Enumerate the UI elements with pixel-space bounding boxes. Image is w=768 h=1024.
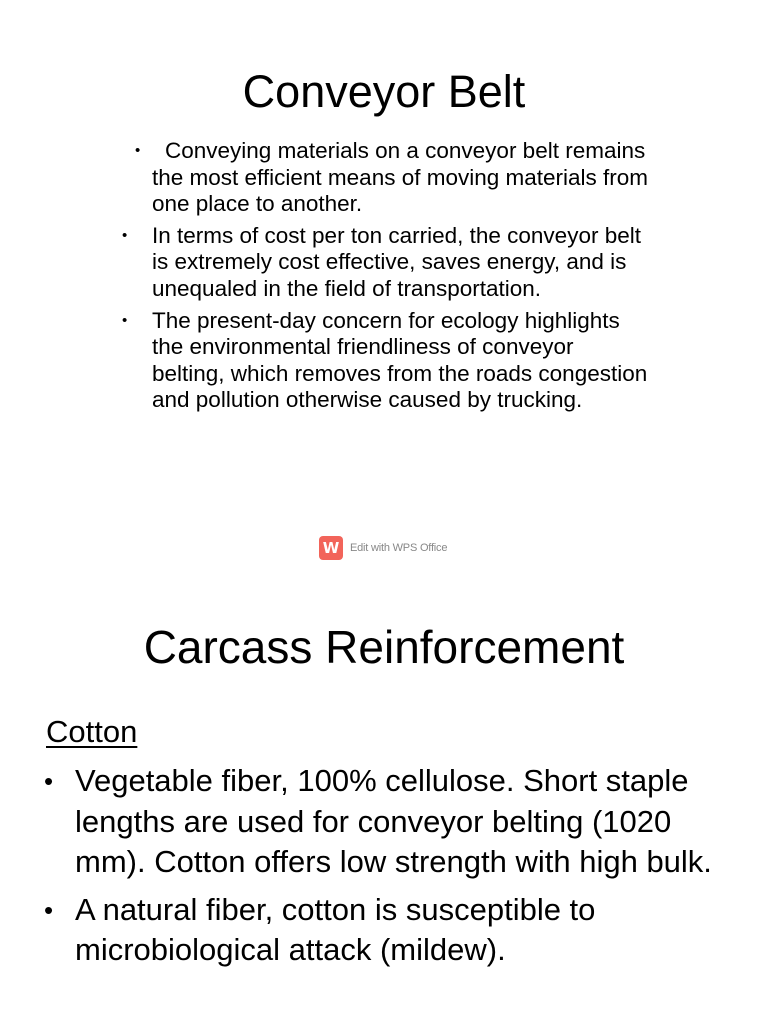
bullet-text: The present-day concern for ecology highlights the environmental friendliness of conveyor belting, which removes from the roads congestion and pollution otherwise caused by trucking. bbox=[152, 307, 648, 413]
bullet-item bbox=[152, 138, 652, 218]
bullet-list bbox=[75, 761, 735, 978]
bullet-item bbox=[75, 890, 735, 971]
bullet-item bbox=[152, 223, 652, 303]
bullet-list bbox=[152, 138, 652, 419]
wps-watermark-text: Edit with WPS Office bbox=[350, 542, 448, 554]
bullet-text: In terms of cost per ton carried, the conveyor belt is extremely cost effective, saves energy, and is unequaled in the field of transportation. bbox=[152, 222, 641, 301]
bullet-item bbox=[152, 308, 652, 414]
bullet-item bbox=[75, 761, 735, 883]
wps-watermark[interactable] bbox=[319, 536, 447, 560]
slide-title: Carcass Reinforcement bbox=[143, 621, 625, 673]
wps-office-logo-icon: W bbox=[319, 536, 343, 560]
bullet-text: Conveying materials on a conveyor belt remains the most efficient means of moving materials from one place to another. bbox=[152, 138, 649, 217]
slide-title: Conveyor Belt bbox=[242, 66, 526, 117]
bullet-text: Vegetable fiber, 100% cellulose. Short staple lengths are used for conveyor belting (1020 mm). Cotton offers low strength with high bulk. bbox=[75, 763, 712, 879]
section-heading-cotton: Cotton bbox=[46, 714, 138, 749]
bullet-text: A natural fiber, cotton is susceptible to microbiological attack (mildew). bbox=[75, 891, 596, 967]
slide-carcass-reinforcement bbox=[0, 580, 768, 1024]
